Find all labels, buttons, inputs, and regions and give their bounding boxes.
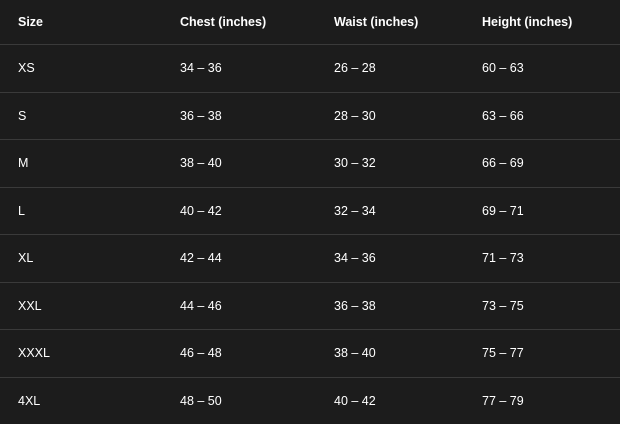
cell-waist: 34 – 36 [332,235,480,283]
column-header-waist: Waist (inches) [332,0,480,45]
table-header-row [0,0,620,45]
cell-height: 75 – 77 [480,330,620,378]
table-row [0,45,620,93]
table-row [0,187,620,235]
cell-chest: 40 – 42 [172,187,332,235]
cell-chest: 48 – 50 [172,377,332,424]
cell-height: 73 – 75 [480,282,620,330]
cell-height: 60 – 63 [480,45,620,93]
cell-chest: 42 – 44 [172,235,332,283]
cell-size: M [0,140,172,188]
cell-waist: 38 – 40 [332,330,480,378]
table-row [0,330,620,378]
cell-height: 66 – 69 [480,140,620,188]
table-row [0,377,620,424]
table-row [0,282,620,330]
cell-size: XXXL [0,330,172,378]
table-body [0,45,620,424]
table-row [0,140,620,188]
cell-waist: 30 – 32 [332,140,480,188]
cell-chest: 46 – 48 [172,330,332,378]
column-header-chest: Chest (inches) [172,0,332,45]
cell-waist: 32 – 34 [332,187,480,235]
table-row [0,235,620,283]
cell-waist: 36 – 38 [332,282,480,330]
cell-waist: 28 – 30 [332,92,480,140]
cell-height: 77 – 79 [480,377,620,424]
cell-waist: 40 – 42 [332,377,480,424]
cell-height: 63 – 66 [480,92,620,140]
cell-height: 71 – 73 [480,235,620,283]
cell-size: XL [0,235,172,283]
cell-size: L [0,187,172,235]
cell-height: 69 – 71 [480,187,620,235]
cell-chest: 34 – 36 [172,45,332,93]
table-row [0,92,620,140]
cell-chest: 38 – 40 [172,140,332,188]
cell-size: 4XL [0,377,172,424]
cell-chest: 44 – 46 [172,282,332,330]
cell-size: XXL [0,282,172,330]
cell-chest: 36 – 38 [172,92,332,140]
table-header [0,0,620,45]
cell-size: XS [0,45,172,93]
cell-size: S [0,92,172,140]
cell-waist: 26 – 28 [332,45,480,93]
column-header-height: Height (inches) [480,0,620,45]
column-header-size: Size [0,0,172,45]
